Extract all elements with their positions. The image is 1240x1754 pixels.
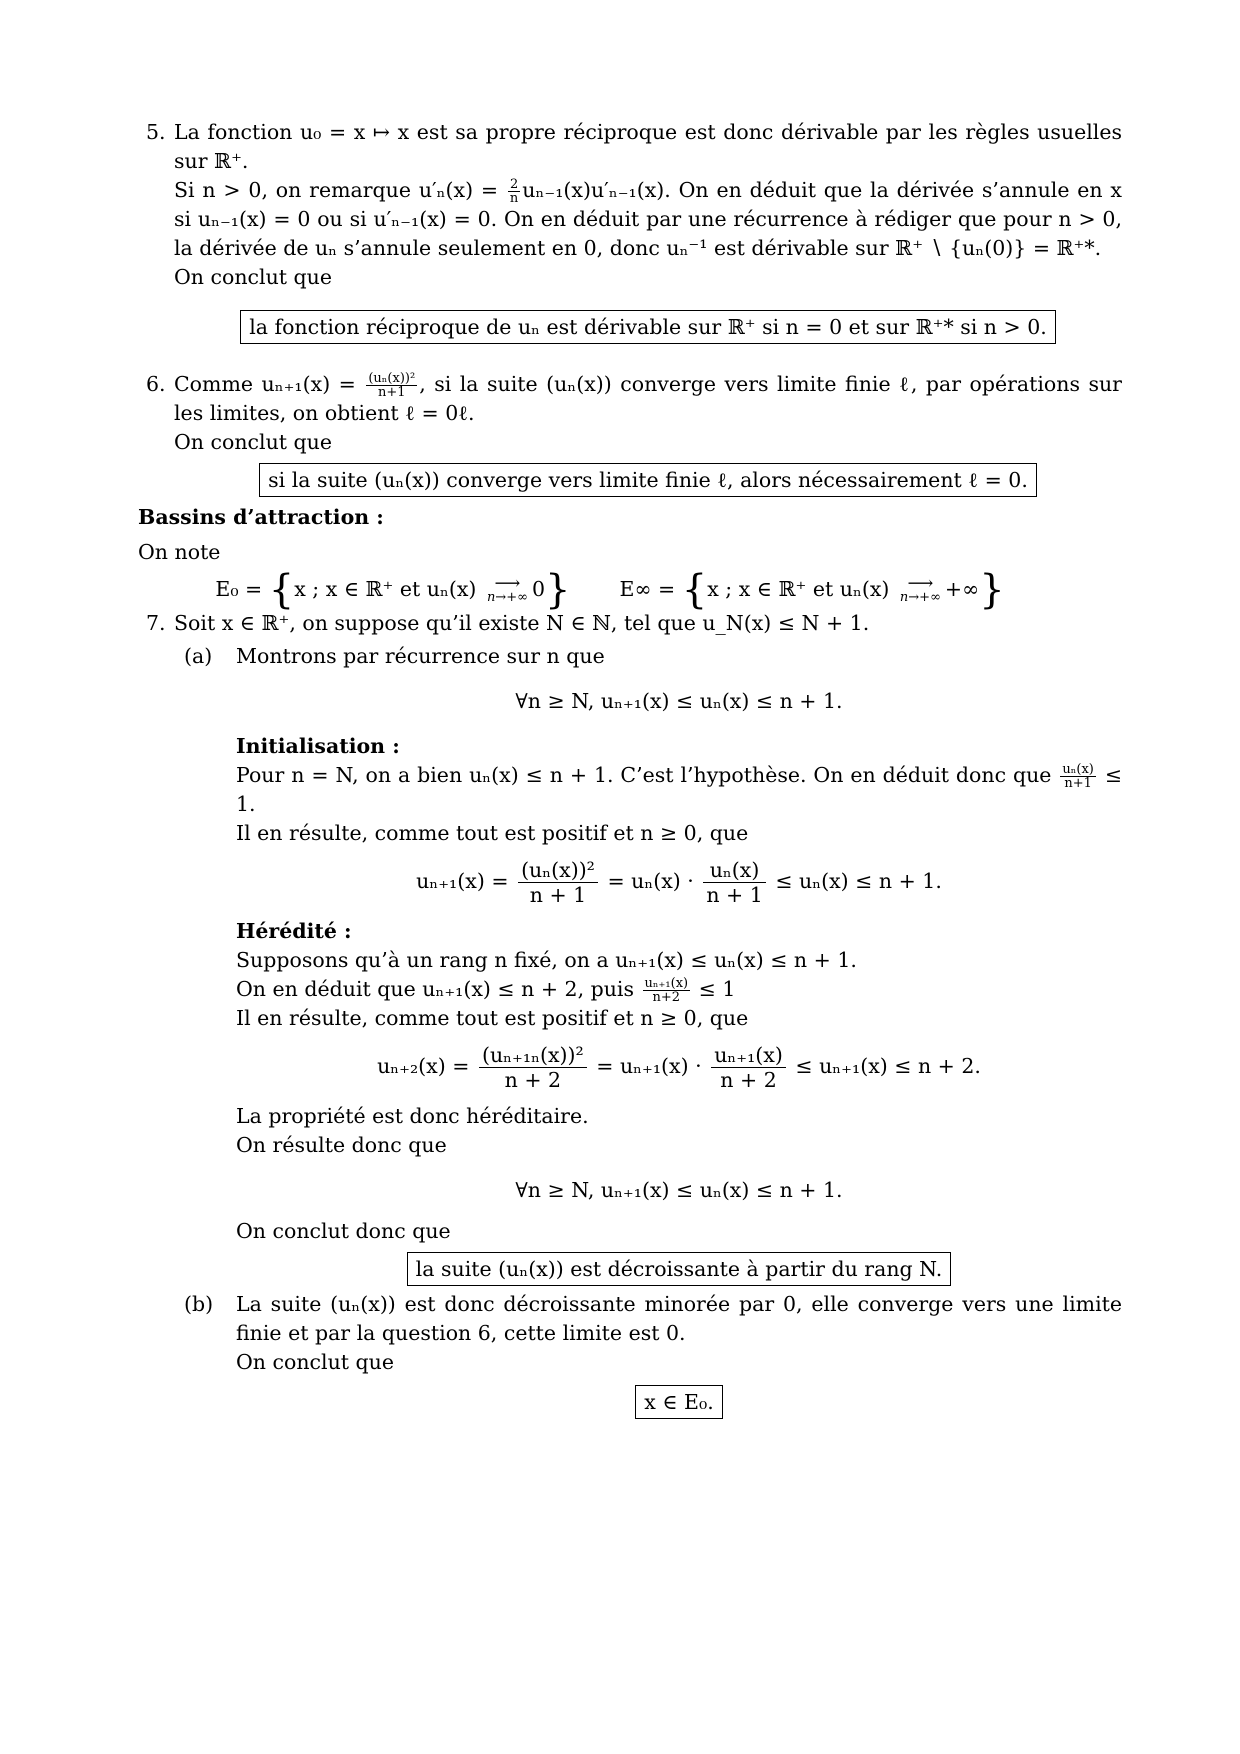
recurrence-claim: ∀n ≥ N, uₙ₊₁(x) ≤ uₙ(x) ≤ n + 1. bbox=[515, 689, 843, 713]
section-heading: Bassins d’attraction : bbox=[138, 505, 384, 529]
question-number: 5. bbox=[146, 120, 166, 144]
question-number: 7. bbox=[146, 611, 166, 635]
q5-derivative-paragraph bbox=[174, 176, 1122, 263]
q5-text-a: Si n > 0, on remarque u′ₙ(x) = bbox=[174, 178, 499, 202]
bassins-intro: On note bbox=[138, 540, 221, 564]
basin-definitions bbox=[138, 567, 1122, 613]
e0-definition: E₀ = {x ; x ∈ ℝ⁺ et uₙ(x) ⟶ n→+∞ 0} bbox=[215, 567, 571, 613]
question-7 bbox=[146, 609, 1122, 1419]
q7-statement: Soit x ∈ ℝ⁺, on suppose qu’il existe N ∈ ℕ, tel que u_N(x) ≤ N + 1. bbox=[174, 611, 870, 635]
limit-arrow: ⟶ n→+∞ bbox=[899, 572, 941, 605]
bassins-section bbox=[138, 503, 1122, 613]
limit-arrow: ⟶ n→+∞ bbox=[486, 572, 528, 605]
q5-fraction: $\frac{2}{n}$ bbox=[509, 177, 519, 206]
init-equation: uₙ₊₁(x) = $\frac{\text{(uₙ(x))²}}{n + 1}$ = uₙ(x) · $\frac{\text{uₙ(x)}}{n + 1}$ ≤ uₙ(x) ≤ n + 1. bbox=[416, 858, 942, 907]
q7a-result bbox=[236, 1252, 1122, 1286]
boxed-result: la fonction réciproque de uₙ est dérivable sur ℝ⁺ si n = 0 et sur ℝ⁺* si n > 0. bbox=[240, 310, 1056, 344]
hered-heading: Hérédité : bbox=[236, 919, 352, 943]
question-5 bbox=[146, 118, 1122, 344]
boxed-result: x ∈ E₀. bbox=[635, 1385, 722, 1419]
q5-text-b: uₙ₋₁(x)u′ₙ₋₁(x). On en déduit que la dérivée s’annule en x si uₙ₋₁(x) = 0 ou si u′ₙ₋₁(x) = 0. On en déduit par une récurrence à rédiger que pour n > 0, la dérivée de uₙ s’annule seulement en 0, donc uₙ⁻¹ est dérivable sur ℝ⁺ ∖ {uₙ(0)} = ℝ⁺*. bbox=[174, 178, 1122, 260]
q7-part-b: (b) La suite (uₙ(x)) est donc décroissante minorée par 0, elle converge vers une limite finie et par la question 6, cette limite est 0. On conclut que x ∈ E₀. bbox=[184, 1290, 1122, 1419]
hered-equation: uₙ₊₂(x) = $\frac{\text{(uₙ₊₁ₙ(x))²}}{n + 2}$ = uₙ₊₁(x) · $\frac{\text{uₙ₊₁(x)}}{n + 2}$ ≤ uₙ₊₁(x) ≤ n + 2. bbox=[377, 1043, 981, 1092]
question-6 bbox=[146, 370, 1122, 497]
q5-result bbox=[174, 310, 1122, 344]
part-label: (b) bbox=[184, 1292, 214, 1316]
q7-part-a: (a) Montrons par récurrence sur n que ∀n ≥ N, uₙ₊₁(x) ≤ uₙ(x) ≤ n + 1. Initialisation : Pour n = N, on a bien uₙ(x) ≤ n + 1. C’est l’hypothèse. On en déduit donc que $\frac{\text{uₙ(x)}}{n+1}$ ≤ 1. Il en résulte, comme tout est positif et n ≥ 0, que uₙ₊₁(x) = $\frac{\text{(uₙ(x))²}}{n + 1}$ = uₙ(x) · $\frac{\text{uₙ(x)}}{n + 1}$ ≤ uₙ(x) ≤ n + 1. Hérédité : Supposons qu’à un rang n fixé, on a uₙ₊₁(x) ≤ uₙ(x) ≤ n + 1. On en déduit que uₙ₊₁(x) ≤ n + 2, puis $\frac{\text{uₙ₊₁(x)}}{n+2}$ ≤ 1 Il en résulte, comme tout est positif et n ≥ 0, que uₙ₊₂(x) = $\frac{\text{(uₙ₊₁ₙ(x))²}}{n + 2}$ = uₙ₊₁(x) · $\frac{\text{uₙ₊₁(x)}}{n + 2}$ ≤ uₙ₊₁(x) ≤ n + 2. La propriété est donc héréditaire. On résulte donc que ∀n ≥ N, uₙ₊₁(x) ≤ uₙ(x) ≤ n + 1. On conclut donc que la suite (uₙ(x)) est décroissante à partir du rang N. bbox=[184, 642, 1122, 1286]
q7b-result bbox=[236, 1385, 1122, 1419]
boxed-result: la suite (uₙ(x)) est décroissante à partir du rang N. bbox=[407, 1252, 952, 1286]
recurrence-result: ∀n ≥ N, uₙ₊₁(x) ≤ uₙ(x) ≤ n + 1. bbox=[515, 1178, 843, 1202]
init-heading: Initialisation : bbox=[236, 734, 400, 758]
q6-paragraph: Comme uₙ₊₁(x) = $\frac{\text{(uₙ(x))²}}{n+1}$ , si la suite (uₙ(x)) converge vers limite finie ℓ, par opérations sur les limites, on obtient ℓ = 0ℓ. bbox=[174, 371, 1122, 425]
init-paragraph: Pour n = N, on a bien uₙ(x) ≤ n + 1. C’est l’hypothèse. On en déduit donc que $\frac{\text{uₙ(x)}}{n+1}$ ≤ 1. bbox=[236, 762, 1122, 816]
q6-conclusion-intro: On conclut que bbox=[174, 430, 333, 454]
q6-fraction: $\frac{\text{(uₙ(x))²}}{n+1}$ bbox=[368, 371, 416, 400]
document-page bbox=[138, 118, 1122, 1419]
q6-result bbox=[174, 463, 1122, 497]
hered-paragraph: On en déduit que uₙ₊₁(x) ≤ n + 2, puis $\frac{\text{uₙ₊₁(x)}}{n+2}$ ≤ 1 bbox=[236, 976, 736, 1005]
boxed-result: si la suite (uₙ(x)) converge vers limite finie ℓ, alors nécessairement ℓ = 0. bbox=[259, 463, 1037, 497]
question-number: 6. bbox=[146, 372, 166, 396]
q5-intro: La fonction u₀ = x ↦ x est sa propre réciproque est donc dérivable par les règles usuelles sur ℝ⁺. bbox=[174, 120, 1122, 173]
q5-conclusion-intro: On conclut que bbox=[174, 265, 333, 289]
einf-definition: E∞ = {x ; x ∈ ℝ⁺ et uₙ(x) ⟶ n→+∞ +∞} bbox=[619, 567, 1005, 613]
part-label: (a) bbox=[184, 644, 213, 668]
